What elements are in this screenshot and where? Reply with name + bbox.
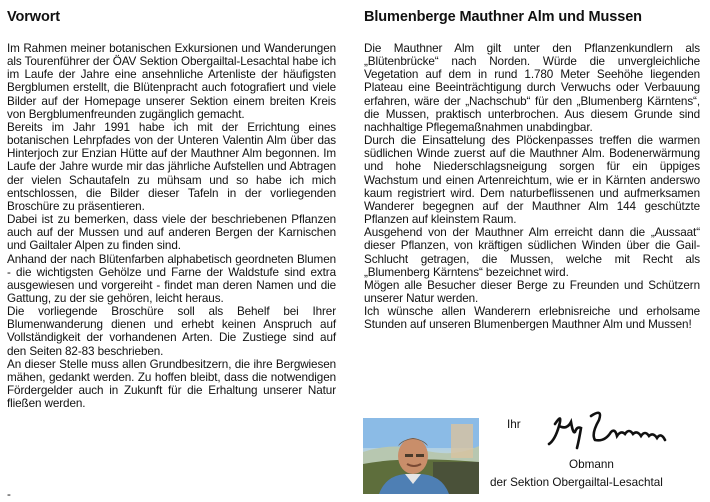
blumenberge-title: Blumenberge Mauthner Alm und Mussen [364,9,642,25]
vorwort-paragraph: Im Rahmen meiner botanischen Exkursionen und Wanderungen als Tourenführer der ÖAV Sektion Obergailtal-Lesachtal habe ich im Laufe der Jahre eine ansehnliche Artenliste der häufigsten Bergblumen erstellt, die Blütenpracht auch fotografiert und viele Bilder auf der Homepage unserer Sektion einem breiten Kreis von Bergblumenfreunden zugänglich gemacht. [7,42,336,121]
signoff-role: Obmann [569,458,614,471]
signoff-ihr: Ihr [507,418,521,431]
vorwort-paragraph: Bereits im Jahr 1991 habe ich mit der Errichtung eines botanischen Lehrpfades von der Unteren Valentin Alm über das Hinterjoch zur Enzian Hütte auf der Mauthner Alm begonnen. Im Laufe der Jahre wurde mir das jährliche Aufstellen und Abtragen der vielen Schautafeln zu mühsam und so habe ich mich entschlossen, die Bilder dieser Tafeln in der vorliegenden Broschüre zu präsentieren. [7,120,336,213]
blumenberge-paragraph: Die Mauthner Alm gilt unter den Pflanzenkundlern als „Blütenbrücke“ nach Norden. Würde die unvergleichliche Vegetation auf dem in rund 1.780 Meter Seehöhe liegenden Plateau eine Beeinträchtigung durch Verwuchs oder Verbauung erfahren, wäre der „Nachschub“ für den „Blumenberg Kärntens“, die Mussen, praktisch unterbrochen. Aus diesem Grunde sind nachhaltige Pflegemaßnahmen unabdingbar. [364,42,700,134]
author-portrait-image [363,418,479,494]
blumenberge-paragraph: Durch die Einsattelung des Plöckenpasses treffen die warmen südlichen Winde zuerst auf die Mauthner Alm. Bodenerwärmung und hohe Niederschlagsneigung sorgen für ein üppiges Wachstum und einen Artenreichtum, wie er in Kärnten anderswo kaum registriert wird. Dem naturbeflissenen und aufmerksamen Wanderer begegnen auf der Mauthner Alm 144 geschützte Pflanzen auf kleinstem Raum. [364,134,700,227]
vorwort-paragraph: Dabei ist zu bemerken, dass viele der beschriebenen Pflanzen auch auf der Mussen und auf anderen Bergen der Karnischen und Gailtaler Alpen zu finden sind. [7,213,336,253]
blumenberge-paragraph: Ich wünsche allen Wanderern erlebnisreiche und erholsame Stunden auf unseren Blumenbergen Mauthner Alm und Mussen! [364,305,700,332]
vorwort-paragraph: An dieser Stelle muss allen Grundbesitzern, die ihre Bergwiesen mähen, gedankt werden. Zu hoffen bleibt, dass die notwendigen Fördergelder auch in Zukunft für die Erhaltung unserer Natur fließen werden. [7,357,336,411]
author-photo [363,418,479,494]
blumenberge-text [364,42,700,331]
signoff-organization: der Sektion Obergailtal-Lesachtal [490,476,663,489]
vorwort-title: Vorwort [7,9,61,25]
blumenberge-paragraph: Mögen alle Besucher dieser Berge zu Freunden und Schützern unserer Natur werden. [364,278,700,305]
vorwort-text [7,42,336,410]
page-dash: - [7,488,11,501]
handwritten-signature [545,404,695,454]
vorwort-paragraph: Die vorliegende Broschüre soll als Behelf bei Ihrer Blumenwanderung dienen und erhebt keinen Anspruch auf Vollständigkeit der vorhandenen Arten. Die Zustiege sind auf den Seiten 82-83 beschrieben. [7,305,336,358]
blumenberge-paragraph: Ausgehend von der Mauthner Alm erreicht dann die „Aussaat“ dieser Pflanzen, von kräftigen südlichen Winden über die Gail-Schlucht getragen, die Mussen, welche mit Recht als „Blumenberg Kärntens“ bezeichnet wird. [364,226,700,279]
vorwort-paragraph: Anhand der nach Blütenfarben alphabetisch geordneten Blumen - die wichtigsten Gehölze und Farne der Waldstufe sind extra ausgewiesen und vorgereiht - findet man deren Namen und die Gattung, zu der sie gehören, leicht heraus. [7,252,336,305]
